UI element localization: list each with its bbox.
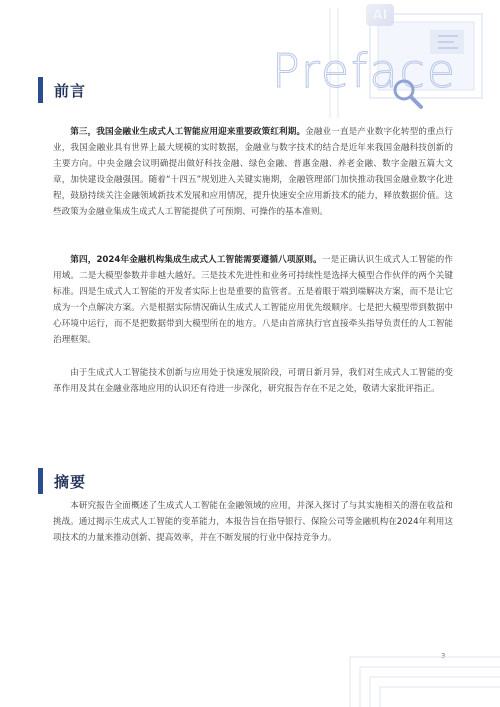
page-number: 3 [441, 652, 446, 660]
heading-accent-bar [38, 77, 43, 103]
paragraph-lead: 第四，2024年金融机构集成生成式人工智能需要遵循八项原则。 [70, 255, 322, 265]
paragraph-body: 本研究报告全面概述了生成式人工智能在金融领域的应用，并深入探讨了与其实施相关的潜在收益和挑战。通过揭示生成式人工智能的变革能力，本报告旨在指导银行、保险公司等金融机构在2024年利用这项技术的力量来推动创新、提高效率，并在不断发展的行业中保持竞争力。 [53, 501, 453, 543]
decorative-lines [270, 637, 500, 707]
heading-accent-bar [38, 468, 43, 494]
summary-paragraph [53, 498, 453, 546]
preface-paragraph-3 [53, 365, 453, 397]
paragraph-body: 由于生成式人工智能技术创新与应用处于快速发展阶段，可谓日新月异，我们对生成式人工智能的变革作用及其在金融业落地应用的认识还有待进一步深化，研究报告存在不足之处，敬请大家批评指正。 [53, 368, 453, 394]
preface-heading [38, 77, 86, 103]
paragraph-body: 金融业一直是产业数字化转型的重点行业，我国金融业具有世界上最大规模的实时数据，金融业与数字技术的结合是近年来我国金融科技创新的主要方向。中央金融会议明确提出做好科技金融、绿色金融、普惠金融、养老金融、数字金融五篇大文章，加快建设金融强国。随着“十四五”规划进入关键实施期，金融管理部门加快推动我国金融业数字化进程，鼓励持续关注金融领域新技术发展和应用情况，提升快速安全应用新技术的能力，释放数据价值。这些政策为金融业集成生成式人工智能提供了可预期、可操作的基本准则。 [53, 127, 453, 217]
paragraph-body: 一是正确认识生成式人工智能的作用域。二是大模型参数并非越大越好。三是技术先进性和业务可持续性是选择大模型合作伙伴的两个关键标准。四是生成式人工智能的开发者实际上也是重要的监管者。五是着眼于端到端解决方案，而不是让它成为一个点解决方案。六是根据实际情况确认生成式人工智能应用优先级顺序。七是把大模型带到数据中心环境中运行，而不是把数据带到大模型所在的地方。八是由首席执行官直接牵头指导负责任的人工智能治理框架。 [53, 255, 453, 345]
magnifier-icon [390, 76, 424, 110]
ai-badge: AI [366, 4, 394, 26]
preface-paragraph-2 [53, 252, 453, 348]
paragraph-lead: 第三，我国金融业生成式人工智能应用迎来重要政策红利期。 [70, 127, 306, 137]
preface-title: 前言 [54, 81, 87, 100]
preface-watermark: Preface [272, 44, 458, 98]
preface-paragraph-1 [53, 124, 453, 220]
summary-title: 摘要 [54, 472, 87, 491]
summary-heading [38, 468, 86, 494]
